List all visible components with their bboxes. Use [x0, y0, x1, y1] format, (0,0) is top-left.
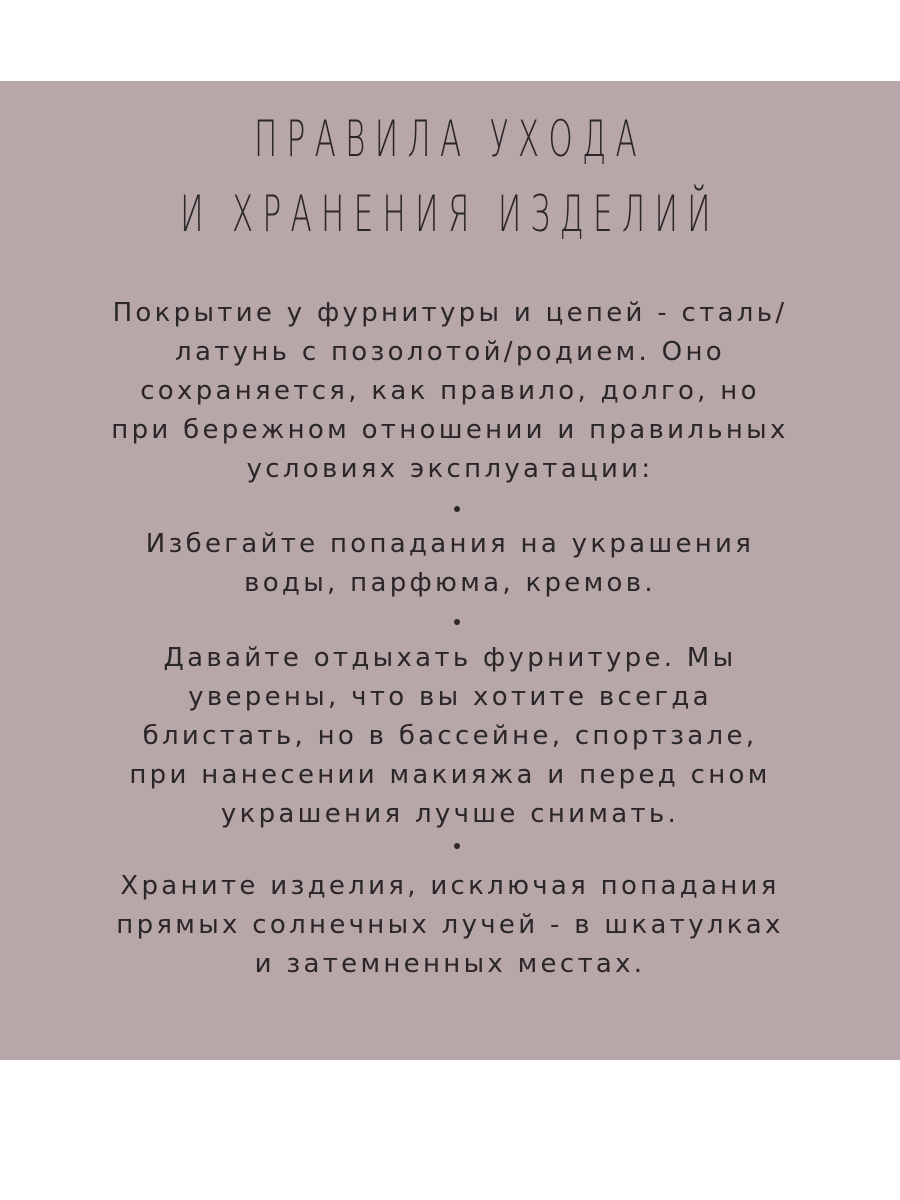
paragraph-1-line-1: Покрытие у фурнитуры и цепей - сталь/	[112, 298, 788, 328]
paragraph-3-line-1: Давайте отдыхать фурнитуре. Мы	[163, 643, 737, 673]
paragraph-3-line-3: блистать, но в бассейне, спортзале,	[142, 721, 758, 751]
paragraph-1-line-5: условиях эксплуатации:	[246, 454, 654, 484]
paragraph-1-line-3: сохраняется, как правило, долго, но	[140, 376, 760, 406]
paragraph-2-line-1: Избегайте попадания на украшения	[145, 529, 755, 559]
title-line-1: ПРАВИЛА УХОДА	[254, 110, 646, 168]
paragraph-1-line-4: при бережном отношении и правильных	[111, 415, 789, 445]
title-line-2: И ХРАНЕНИЯ ИЗДЕЛИЙ	[180, 185, 720, 243]
bullet-separator	[454, 619, 460, 625]
paragraph-2-line-2: воды, парфюма, кремов.	[244, 568, 656, 598]
bullet-separator	[454, 843, 460, 849]
paragraph-4-line-3: и затемненных местах.	[254, 949, 646, 979]
paragraph-1-line-2: латунь с позолотой/родием. Оно	[175, 337, 725, 367]
paragraph-4-line-2: прямых солнечных лучей - в шкатулках	[116, 910, 784, 940]
paragraph-3-line-2: уверены, что вы хотите всегда	[188, 682, 712, 712]
care-instructions-card	[0, 81, 900, 1060]
paragraph-3-line-4: при нанесении макияжа и перед сном	[129, 760, 771, 790]
paragraph-4-line-1: Храните изделия, исключая попадания	[120, 871, 780, 901]
bullet-separator	[454, 506, 460, 512]
paragraph-3-line-5: украшения лучше снимать.	[220, 799, 680, 829]
